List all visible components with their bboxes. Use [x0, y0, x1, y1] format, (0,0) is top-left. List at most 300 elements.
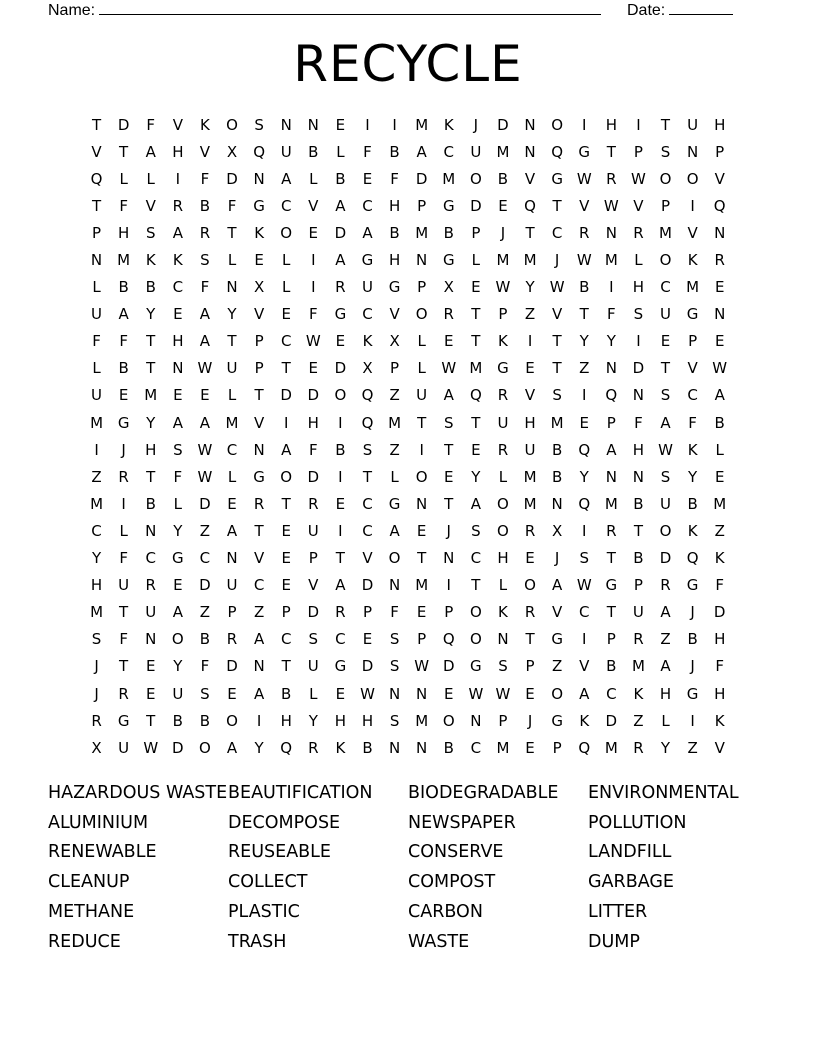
grid-cell[interactable]: Z	[199, 603, 211, 622]
grid-cell[interactable]: L	[309, 169, 318, 188]
grid-cell[interactable]: N	[253, 169, 265, 188]
grid-cell[interactable]: C	[280, 196, 292, 215]
grid-cell[interactable]: W	[603, 196, 619, 215]
grid-cell[interactable]: M	[415, 223, 429, 242]
grid-cell[interactable]: C	[470, 738, 482, 757]
grid-cell[interactable]: A	[389, 521, 400, 540]
grid-cell[interactable]: Y	[254, 738, 264, 757]
grid-cell[interactable]: C	[551, 223, 563, 242]
grid-cell[interactable]: R	[660, 576, 671, 595]
grid-cell[interactable]: S	[362, 440, 373, 459]
grid-cell[interactable]: Y	[227, 305, 237, 324]
grid-cell[interactable]: T	[579, 305, 589, 324]
grid-cell[interactable]: E	[335, 115, 346, 134]
grid-cell[interactable]: W	[360, 684, 375, 703]
grid-cell[interactable]: W	[143, 738, 159, 757]
grid-cell[interactable]: G	[334, 305, 347, 324]
grid-cell[interactable]: T	[91, 196, 102, 215]
grid-cell[interactable]: P	[552, 738, 562, 757]
grid-cell[interactable]: N	[90, 251, 103, 270]
grid-cell[interactable]: B	[199, 711, 211, 730]
grid-cell[interactable]: T	[119, 142, 129, 161]
grid-cell[interactable]: L	[471, 251, 481, 270]
grid-cell[interactable]: N	[605, 223, 617, 242]
grid-cell[interactable]: B	[687, 630, 698, 649]
grid-cell[interactable]: E	[444, 332, 454, 351]
grid-cell[interactable]: F	[607, 305, 616, 324]
grid-cell[interactable]: T	[471, 413, 481, 432]
grid-cell[interactable]: E	[498, 196, 508, 215]
grid-cell[interactable]: T	[362, 467, 373, 486]
grid-cell[interactable]: W	[441, 359, 457, 378]
grid-cell[interactable]: P	[308, 549, 318, 568]
grid-cell[interactable]: E	[714, 332, 725, 351]
grid-cell[interactable]: G	[686, 684, 699, 703]
grid-cell[interactable]: B	[308, 142, 319, 161]
grid-cell[interactable]: N	[714, 305, 726, 324]
grid-cell[interactable]: D	[226, 169, 238, 188]
grid-cell[interactable]: S	[660, 142, 671, 161]
grid-cell[interactable]: U	[91, 386, 103, 405]
grid-cell[interactable]: N	[470, 711, 482, 730]
grid-cell[interactable]: G	[551, 630, 563, 649]
grid-cell[interactable]: P	[227, 603, 237, 622]
grid-cell[interactable]: R	[335, 603, 346, 622]
grid-cell[interactable]: B	[443, 738, 454, 757]
grid-cell[interactable]: O	[226, 711, 238, 730]
grid-cell[interactable]: A	[199, 332, 211, 351]
grid-cell[interactable]: W	[197, 359, 213, 378]
grid-cell[interactable]: V	[308, 196, 319, 215]
grid-cell[interactable]: F	[119, 196, 128, 215]
grid-cell[interactable]: H	[714, 630, 726, 649]
grid-cell[interactable]: B	[362, 738, 373, 757]
grid-cell[interactable]: V	[91, 142, 102, 161]
grid-cell[interactable]: S	[444, 413, 454, 432]
grid-cell[interactable]: P	[92, 223, 102, 242]
grid-cell[interactable]: I	[582, 115, 587, 134]
grid-cell[interactable]: G	[578, 142, 591, 161]
grid-cell[interactable]: Y	[173, 657, 183, 676]
grid-cell[interactable]: F	[634, 413, 643, 432]
grid-cell[interactable]: M	[442, 169, 456, 188]
grid-cell[interactable]: F	[308, 440, 318, 459]
grid-cell[interactable]: W	[197, 440, 213, 459]
grid-cell[interactable]: O	[497, 521, 509, 540]
grid-cell[interactable]: V	[362, 549, 373, 568]
grid-cell[interactable]: V	[579, 657, 590, 676]
grid-cell[interactable]: G	[117, 711, 130, 730]
grid-cell[interactable]: A	[335, 251, 346, 270]
grid-cell[interactable]: O	[334, 386, 347, 405]
grid-cell[interactable]: X	[362, 359, 373, 378]
grid-cell[interactable]: B	[606, 657, 617, 676]
grid-cell[interactable]: N	[443, 549, 455, 568]
grid-cell[interactable]: I	[609, 278, 614, 297]
grid-cell[interactable]: N	[524, 142, 536, 161]
grid-cell[interactable]: F	[308, 305, 318, 324]
grid-cell[interactable]: B	[551, 467, 563, 486]
grid-cell[interactable]: P	[281, 603, 291, 622]
grid-cell[interactable]: T	[281, 359, 291, 378]
grid-cell[interactable]: O	[171, 630, 184, 649]
grid-cell[interactable]: G	[388, 278, 401, 297]
grid-cell[interactable]: Z	[552, 657, 563, 676]
grid-cell[interactable]: J	[446, 521, 451, 540]
grid-cell[interactable]: C	[578, 603, 590, 622]
grid-cell[interactable]: E	[281, 549, 291, 568]
grid-cell[interactable]: T	[119, 603, 129, 622]
grid-cell[interactable]: O	[442, 711, 455, 730]
grid-cell[interactable]: D	[605, 711, 618, 730]
grid-cell[interactable]: G	[442, 251, 455, 270]
grid-cell[interactable]: N	[714, 223, 726, 242]
grid-cell[interactable]: A	[552, 576, 563, 595]
grid-cell[interactable]: T	[91, 115, 102, 134]
grid-cell[interactable]: N	[416, 494, 428, 513]
grid-cell[interactable]: A	[172, 413, 183, 432]
grid-cell[interactable]: N	[497, 630, 509, 649]
grid-cell[interactable]: J	[94, 684, 99, 703]
grid-cell[interactable]: R	[308, 738, 319, 757]
grid-cell[interactable]: U	[118, 738, 130, 757]
grid-cell[interactable]: L	[282, 251, 291, 270]
grid-cell[interactable]: S	[498, 657, 508, 676]
grid-cell[interactable]: R	[497, 386, 509, 405]
grid-cell[interactable]: H	[361, 711, 374, 730]
grid-cell[interactable]: B	[633, 549, 644, 568]
grid-cell[interactable]: F	[200, 657, 210, 676]
grid-cell[interactable]: N	[226, 549, 238, 568]
date-blank-line[interactable]	[669, 0, 733, 15]
grid-cell[interactable]: E	[525, 549, 535, 568]
grid-cell[interactable]: Q	[686, 549, 699, 568]
grid-cell[interactable]: J	[554, 549, 560, 568]
grid-cell[interactable]: B	[145, 278, 156, 297]
grid-cell[interactable]: T	[552, 196, 562, 215]
grid-cell[interactable]: K	[498, 603, 508, 622]
grid-cell[interactable]: M	[713, 494, 727, 513]
grid-cell[interactable]: E	[173, 305, 183, 324]
grid-cell[interactable]: P	[444, 603, 454, 622]
grid-cell[interactable]: F	[715, 657, 725, 676]
grid-cell[interactable]: P	[688, 332, 698, 351]
grid-cell[interactable]: G	[686, 305, 699, 324]
grid-cell[interactable]: T	[606, 603, 616, 622]
grid-cell[interactable]: V	[145, 196, 156, 215]
grid-cell[interactable]: V	[308, 576, 319, 595]
grid-cell[interactable]: O	[280, 223, 293, 242]
grid-cell[interactable]: R	[308, 494, 319, 513]
grid-cell[interactable]: T	[254, 521, 264, 540]
grid-cell[interactable]: F	[688, 413, 697, 432]
grid-cell[interactable]: R	[118, 684, 129, 703]
grid-cell[interactable]: E	[362, 169, 373, 188]
grid-cell[interactable]: A	[226, 521, 238, 540]
grid-cell[interactable]: L	[417, 332, 426, 351]
grid-cell[interactable]: K	[633, 684, 644, 703]
grid-cell[interactable]: S	[552, 386, 562, 405]
grid-cell[interactable]: B	[389, 142, 400, 161]
grid-cell[interactable]: M	[388, 413, 402, 432]
grid-cell[interactable]: I	[582, 386, 587, 405]
grid-cell[interactable]: O	[551, 684, 564, 703]
grid-cell[interactable]: N	[388, 576, 401, 595]
grid-cell[interactable]: D	[442, 657, 455, 676]
grid-cell[interactable]: U	[524, 440, 536, 459]
grid-cell[interactable]: T	[119, 657, 129, 676]
grid-cell[interactable]: M	[469, 359, 483, 378]
grid-cell[interactable]: J	[94, 657, 99, 676]
grid-cell[interactable]: O	[469, 169, 482, 188]
grid-cell[interactable]: N	[416, 251, 428, 270]
grid-cell[interactable]: B	[389, 223, 400, 242]
grid-cell[interactable]: E	[173, 576, 183, 595]
grid-cell[interactable]: Z	[579, 359, 590, 378]
grid-cell[interactable]: T	[417, 549, 427, 568]
grid-cell[interactable]: X	[253, 278, 265, 297]
grid-cell[interactable]: R	[335, 278, 346, 297]
grid-cell[interactable]: Y	[579, 467, 589, 486]
grid-cell[interactable]: E	[444, 684, 454, 703]
grid-cell[interactable]: H	[632, 440, 645, 459]
grid-cell[interactable]: T	[660, 115, 671, 134]
grid-cell[interactable]: Q	[469, 386, 482, 405]
grid-cell[interactable]: H	[388, 196, 401, 215]
grid-cell[interactable]: D	[307, 467, 320, 486]
grid-cell[interactable]: D	[334, 223, 347, 242]
grid-cell[interactable]: N	[632, 386, 645, 405]
grid-cell[interactable]: Q	[361, 413, 374, 432]
grid-cell[interactable]: F	[119, 332, 128, 351]
grid-cell[interactable]: B	[281, 684, 292, 703]
grid-cell[interactable]: S	[389, 657, 400, 676]
grid-cell[interactable]: D	[199, 494, 211, 513]
grid-cell[interactable]: V	[687, 359, 698, 378]
grid-cell[interactable]: R	[633, 630, 644, 649]
grid-cell[interactable]: V	[389, 305, 400, 324]
grid-cell[interactable]: I	[283, 413, 289, 432]
grid-cell[interactable]: F	[363, 142, 372, 161]
grid-cell[interactable]: Q	[442, 630, 455, 649]
grid-cell[interactable]: T	[227, 223, 237, 242]
grid-cell[interactable]: R	[91, 711, 102, 730]
grid-cell[interactable]: V	[524, 386, 536, 405]
grid-cell[interactable]: K	[172, 251, 183, 270]
grid-cell[interactable]: M	[144, 386, 158, 405]
grid-cell[interactable]: H	[334, 711, 347, 730]
grid-cell[interactable]: M	[523, 467, 537, 486]
grid-cell[interactable]: E	[471, 278, 481, 297]
grid-cell[interactable]: W	[658, 440, 673, 459]
grid-cell[interactable]: U	[416, 386, 428, 405]
grid-cell[interactable]: E	[416, 603, 427, 622]
grid-cell[interactable]: G	[253, 467, 265, 486]
grid-cell[interactable]: Z	[389, 440, 400, 459]
grid-cell[interactable]: E	[525, 738, 535, 757]
grid-cell[interactable]: I	[338, 467, 343, 486]
grid-cell[interactable]: H	[307, 413, 319, 432]
grid-cell[interactable]: K	[254, 223, 265, 242]
grid-cell[interactable]: U	[660, 305, 671, 324]
grid-cell[interactable]: C	[443, 142, 454, 161]
grid-cell[interactable]: B	[687, 494, 698, 513]
grid-cell[interactable]: C	[226, 440, 238, 459]
grid-cell[interactable]: B	[118, 278, 129, 297]
grid-cell[interactable]: A	[199, 413, 211, 432]
grid-cell[interactable]: L	[282, 278, 291, 297]
grid-cell[interactable]: B	[335, 440, 346, 459]
grid-cell[interactable]: I	[690, 711, 695, 730]
grid-cell[interactable]: Z	[687, 738, 698, 757]
grid-cell[interactable]: T	[146, 359, 156, 378]
grid-cell[interactable]: F	[200, 169, 210, 188]
grid-cell[interactable]: O	[199, 738, 211, 757]
grid-cell[interactable]: W	[576, 169, 592, 188]
grid-cell[interactable]: Y	[146, 305, 156, 324]
grid-cell[interactable]: C	[335, 630, 346, 649]
grid-cell[interactable]: A	[145, 142, 156, 161]
grid-cell[interactable]: V	[524, 169, 536, 188]
grid-cell[interactable]: V	[552, 603, 563, 622]
grid-cell[interactable]: I	[311, 278, 316, 297]
grid-cell[interactable]: A	[253, 630, 265, 649]
grid-cell[interactable]: E	[118, 386, 129, 405]
grid-cell[interactable]: B	[633, 494, 644, 513]
grid-cell[interactable]: K	[200, 115, 210, 134]
grid-cell[interactable]: H	[605, 115, 617, 134]
grid-cell[interactable]: G	[172, 549, 184, 568]
grid-cell[interactable]: U	[632, 603, 644, 622]
grid-cell[interactable]: P	[390, 359, 400, 378]
grid-cell[interactable]: A	[172, 223, 183, 242]
grid-cell[interactable]: W	[549, 278, 565, 297]
grid-cell[interactable]: C	[172, 278, 184, 297]
grid-cell[interactable]: Z	[199, 521, 211, 540]
grid-cell[interactable]: T	[146, 711, 156, 730]
grid-cell[interactable]: H	[388, 251, 401, 270]
grid-cell[interactable]: E	[145, 684, 156, 703]
grid-cell[interactable]: M	[496, 251, 510, 270]
grid-cell[interactable]: M	[604, 738, 618, 757]
grid-cell[interactable]: N	[226, 278, 238, 297]
grid-cell[interactable]: X	[443, 278, 454, 297]
grid-cell[interactable]: D	[226, 657, 238, 676]
grid-cell[interactable]: Q	[361, 386, 374, 405]
grid-cell[interactable]: L	[498, 467, 508, 486]
grid-cell[interactable]: T	[146, 332, 156, 351]
grid-cell[interactable]: W	[305, 332, 321, 351]
grid-cell[interactable]: D	[307, 386, 320, 405]
grid-cell[interactable]: J	[500, 223, 506, 242]
grid-cell[interactable]: U	[470, 142, 482, 161]
grid-cell[interactable]: F	[715, 576, 725, 595]
grid-cell[interactable]: L	[227, 467, 237, 486]
grid-cell[interactable]: E	[579, 413, 589, 432]
grid-cell[interactable]: B	[145, 494, 156, 513]
grid-cell[interactable]: T	[227, 332, 237, 351]
grid-cell[interactable]: T	[660, 359, 671, 378]
grid-cell[interactable]: C	[470, 549, 482, 568]
grid-cell[interactable]: S	[308, 630, 319, 649]
grid-cell[interactable]: O	[469, 603, 482, 622]
grid-cell[interactable]: V	[199, 142, 211, 161]
grid-cell[interactable]: R	[145, 576, 156, 595]
grid-cell[interactable]: E	[335, 332, 346, 351]
grid-cell[interactable]: E	[173, 386, 183, 405]
grid-cell[interactable]: G	[497, 359, 509, 378]
grid-cell[interactable]: Y	[688, 467, 698, 486]
grid-cell[interactable]: O	[469, 630, 482, 649]
grid-cell[interactable]: A	[281, 169, 292, 188]
grid-cell[interactable]: R	[714, 251, 725, 270]
grid-cell[interactable]: C	[362, 305, 373, 324]
grid-cell[interactable]: T	[606, 549, 616, 568]
grid-cell[interactable]: M	[415, 576, 429, 595]
grid-cell[interactable]: M	[90, 494, 104, 513]
grid-cell[interactable]: T	[417, 413, 427, 432]
grid-cell[interactable]: B	[172, 711, 183, 730]
grid-cell[interactable]: U	[497, 413, 509, 432]
grid-cell[interactable]: V	[253, 305, 265, 324]
grid-cell[interactable]: B	[118, 359, 129, 378]
grid-cell[interactable]: L	[92, 278, 101, 297]
grid-cell[interactable]: I	[636, 332, 641, 351]
grid-cell[interactable]: K	[687, 521, 698, 540]
grid-cell[interactable]: N	[253, 657, 265, 676]
grid-cell[interactable]: L	[173, 494, 182, 513]
grid-cell[interactable]: B	[199, 630, 211, 649]
grid-cell[interactable]: U	[307, 521, 319, 540]
grid-cell[interactable]: N	[524, 115, 536, 134]
grid-cell[interactable]: E	[254, 251, 264, 270]
grid-cell[interactable]: D	[713, 603, 726, 622]
grid-cell[interactable]: W	[576, 576, 592, 595]
grid-cell[interactable]: I	[338, 521, 343, 540]
grid-cell[interactable]: O	[415, 305, 428, 324]
grid-cell[interactable]: W	[576, 251, 592, 270]
grid-cell[interactable]: U	[687, 115, 699, 134]
grid-cell[interactable]: M	[550, 413, 564, 432]
grid-cell[interactable]: T	[525, 630, 535, 649]
grid-cell[interactable]: A	[579, 684, 590, 703]
grid-cell[interactable]: D	[280, 386, 292, 405]
grid-cell[interactable]: T	[444, 494, 454, 513]
grid-cell[interactable]: S	[471, 521, 481, 540]
grid-cell[interactable]: L	[715, 440, 724, 459]
grid-cell[interactable]: O	[659, 521, 672, 540]
grid-cell[interactable]: N	[145, 521, 157, 540]
grid-cell[interactable]: N	[416, 738, 428, 757]
grid-cell[interactable]: E	[145, 657, 156, 676]
grid-cell[interactable]: R	[579, 223, 590, 242]
grid-cell[interactable]: G	[551, 169, 563, 188]
grid-cell[interactable]: L	[227, 251, 237, 270]
grid-cell[interactable]: I	[582, 521, 587, 540]
grid-cell[interactable]: I	[311, 251, 316, 270]
grid-cell[interactable]: M	[415, 711, 429, 730]
grid-cell[interactable]: T	[444, 440, 454, 459]
grid-cell[interactable]: R	[443, 305, 454, 324]
grid-cell[interactable]: M	[90, 603, 104, 622]
grid-cell[interactable]: C	[280, 630, 292, 649]
grid-cell[interactable]: A	[226, 738, 238, 757]
grid-cell[interactable]: D	[470, 196, 482, 215]
grid-cell[interactable]: P	[254, 332, 264, 351]
grid-cell[interactable]: U	[91, 305, 103, 324]
grid-cell[interactable]: Z	[253, 603, 265, 622]
grid-cell[interactable]: E	[227, 494, 237, 513]
